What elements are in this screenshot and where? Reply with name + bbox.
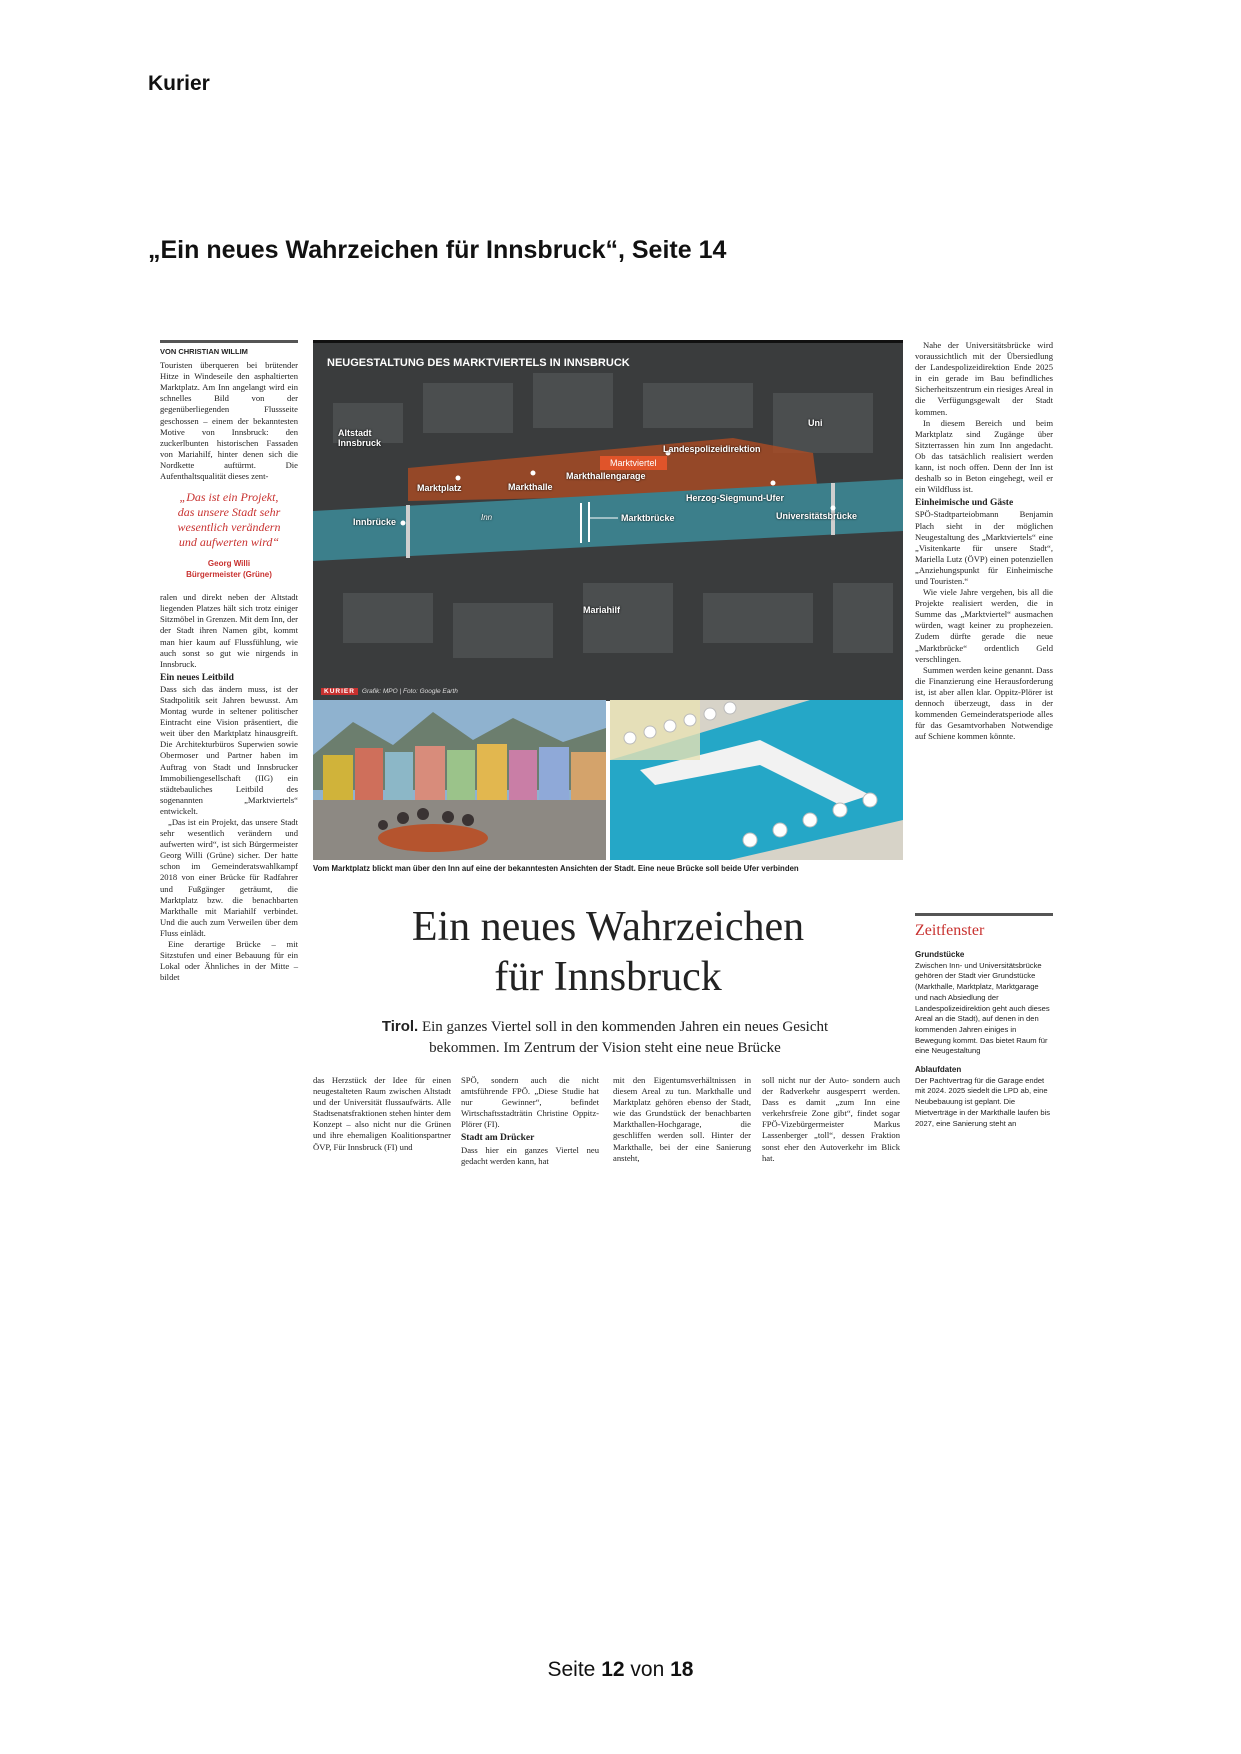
map-label-universitaetsbruecke: Universitätsbrücke — [776, 511, 858, 521]
bottom-column-4 — [762, 1075, 900, 1164]
headline — [313, 902, 903, 1002]
subheading-leitbild: Ein neues Leitbild — [160, 672, 234, 683]
bottom-column-1 — [313, 1075, 451, 1153]
paragraph-verkehr: soll nicht nur der Auto- sondern auch der Radverkehr ausgesperrt werden. Dass es damit „zum Inn eine verkehrsfreie Zone gibt“, findet sogar FPÖ-Vizebürgermeister Markus Lassenberger „toll“, dessen Fraktion sonst eher den Autoverkehr im Blick hat. — [762, 1075, 900, 1163]
map-credit-brand: KURIER — [321, 688, 358, 695]
lead-kicker: Tirol. — [381, 1018, 419, 1035]
map-graphic — [313, 340, 903, 701]
footer-total-pages: 18 — [670, 1658, 694, 1681]
subheading-einheimische: Einheimische und Gäste — [915, 498, 1014, 509]
paragraph-viertel: Dass hier ein ganzes Viertel neu gedacht werden kann, hat — [461, 1144, 599, 1166]
paragraph-marktplatz: ralen und direkt neben der Altstadt liegenden Platzes hält sich trotz einiger Sitzmöbel in Grenzen. Mit dem Inn, der der Stadt ihren Namen gibt, kommt man hier kaum auf Flussfühlung, wie auch sonst so gut wie nirgends in Innsbruck. — [160, 592, 298, 669]
paragraph-sitzterrassen: In diesem Bereich und beim Marktplatz sind Zugänge über Sitzterrassen hin zum Inn angedacht. Ob das tatsächlich realisiert werden kann, ist noch offen. Denn der Inn ist deshalb so in Beton eingehegt, weil er ein Wildfluss ist. — [915, 417, 1053, 495]
left-column — [160, 340, 298, 983]
photo-caption: Vom Marktplatz blickt man über den Inn auf eine der bekanntesten Ansichten der Stadt. Eine neue Brücke soll beide Ufer verbinden — [313, 864, 799, 873]
paragraph-finanzierung: Summen werden keine genannt. Dass die Finanzierung eine Herausforderung ist, ist aber allen klar. Oppitz-Plörer ist dennoch überzeugt, dass in der kommenden Gemeinderatsperiode alles für das Gesamtvorhaben Notwendige auf Schiene kommen könnte. — [915, 664, 1053, 742]
map-label-marktbruecke: Marktbrücke — [621, 513, 675, 523]
right-column — [915, 340, 1053, 742]
page-footer — [0, 1658, 1241, 1682]
footer-prefix: Seite — [547, 1658, 596, 1681]
map-label-marktviertel: Marktviertel — [600, 456, 667, 470]
map-label-markthallengarage: Markthallengarage — [566, 471, 646, 481]
zeitfenster-rule — [915, 913, 1053, 916]
paragraph-projekt: „Das ist ein Projekt, das unsere Stadt sehr wesentlich verändern und aufwerten wird“, ist sich Bürgermeister Georg Willi (Grüne) sicher. Der hatte schon im Gemeinderatswahlkampf 2018 von einer Brücke für Radfahrer und Fußgänger geträumt, die Marktplatz bzw. die benachbarten Markthalle mit Mariahilf verbindet. Und die auch zum Verweilen über dem Fluss einlädt. — [160, 817, 298, 938]
map-label-herzog-siegmund-ufer: Herzog-Siegmund-Ufer — [686, 493, 785, 503]
quote-attribution — [160, 558, 298, 580]
zeitfenster-heading-ablaufdaten: Ablaufdaten — [915, 1065, 962, 1075]
map-label-innbruecke: Innbrücke — [353, 517, 397, 527]
intro-paragraph: Touristen überqueren bei brütender Hitze in Windeseile den asphaltierten Marktplatz. Am Inn angelangt wird ein schnelles Bild von der gegenüberliegenden Flussseite geschossen – einem der bekanntesten Motive von Innsbruck: den zuckerlbunten historischen Fassaden von Mariahilf, hinter denen sich die Nordkette auftürmt. Die Aufenthaltsqualität dieses zent- — [160, 360, 298, 482]
paragraph-jahre: Wie viele Jahre vergehen, bis all die Projekte realisiert werden, die in Summe das „Marktviertel“ ausmachen würden, wagt keiner zu prophezeien. Zudem dürfte gerade die neue „Marktbrücke“ ordentlich Geld verschlingen. — [915, 587, 1053, 664]
paragraph-visitenkarte: SPÖ-Stadtparteiobmann Benjamin Plach sieht in der möglichen Neugestaltung des „Marktviertels“ eine „Visitenkarte für unsere Stadt“, Mariella Lutz (ÖVP) einen potenziellen „Anziehungspunkt für Einheimische und Touristen.“ — [915, 509, 1053, 586]
paragraph-bruecke: Eine derartige Brücke – mit Sitzstufen und einer Bebauung für ein Lokal oder Ähnliches in der Mitte – bildet — [160, 939, 298, 983]
newspaper-clipping — [160, 340, 1053, 1192]
quote-role: Bürgermeister (Grüne) — [186, 570, 272, 580]
map-label-marktplatz: Marktplatz — [417, 483, 462, 493]
photo-innsbruck-facades — [313, 700, 606, 860]
bottom-column-2 — [461, 1075, 599, 1167]
map-label-inn: Inn — [481, 513, 493, 522]
source-label: Kurier — [148, 72, 210, 95]
lead-text: Ein ganzes Viertel soll in den kommenden Jahren ein neues Gesicht bekommen. Im Zentrum der Vision steht eine neue Brücke — [421, 1019, 829, 1056]
map-credit-text: Grafik: MPO | Foto: Google Earth — [361, 688, 458, 695]
footer-current-page: 12 — [601, 1658, 625, 1681]
quote-author: Georg Willi — [207, 559, 251, 569]
lead — [345, 1016, 865, 1059]
photos — [313, 700, 903, 860]
map-label-altstadt: Altstadt Innsbruck — [338, 428, 382, 448]
map-label-markthalle: Markthalle — [508, 482, 553, 492]
footer-middle: von — [630, 1658, 665, 1681]
zeitfenster-box — [915, 946, 1053, 1129]
map-label-uni: Uni — [808, 418, 823, 428]
aerial-map — [313, 343, 903, 701]
subheading-druecker: Stadt am Drücker — [461, 1133, 535, 1144]
zeitfenster-text-grundstuecke: Zwischen Inn- und Universitätsbrücke gehören der Stadt vier Grundstücke (Markthalle, Marktplatz, Marktgarage und nach Absiedlung der Landespolizeidirektion geht auch dieses Areal an die Stadt), auf denen in den kommenden Jahren einiges in Bewegung kommt. Das bietet Raum für eine Neugestaltung — [915, 960, 1050, 1056]
paragraph-herzstueck: das Herzstück der Idee für einen neugestalteten Raum zwischen Altstadt und der Universität flussaufwärts. Alle Stadtsenatsfraktionen stehen hinter dem Konzept – also nicht nur die Grünen und ihre ehemaligen Koalitionspartner ÖVP, Für Innsbruck (FI) und — [313, 1075, 451, 1152]
paragraph-spoe: SPÖ, sondern auch die nicht amtsführende FPÖ. „Diese Studie hat nur Gewinner“, befindet Wirtschaftsstadträtin Christine Oppitz-Plörer (FI). — [461, 1075, 599, 1130]
photo-row — [313, 700, 903, 860]
paragraph-leitbild: Dass sich das ändern muss, ist der Stadtpolitik seit Jahren bewusst. Am Montag wurde in seltener politischer Eintracht eine Vision präsentiert, die weit über den Marktplatz hinausgreift. Die Architekturbüros Superwien sowie Obermoser und Partner haben im Auftrag von Stadt und Innsbrucker Immobiliengesellschaft (IIG) ein städtebauliches Leitbild des sogenannten „Marktviertels“ entwickelt. — [160, 683, 298, 816]
headline-line-1: Ein neues Wahrzeichen — [411, 904, 805, 950]
zeitfenster-title: Zeitfenster — [915, 922, 985, 939]
map-label-landespolizei: Landespolizeidirektion — [663, 444, 761, 454]
paragraph-eigentum: mit den Eigentumsverhältnissen in diesem Areal zu tun. Markthalle und Marktplatz gehören ebenso der Stadt, wie das Grundstück der benachbarten Markthallen-Hochgarage, die geschliffen werden soll. Hinter der Markthalle, bei der eine Sanierung ansteht, — [613, 1075, 751, 1163]
byline: VON CHRISTIAN WILLIM — [160, 340, 298, 357]
map-credit — [321, 688, 458, 695]
pull-quote: „Das ist ein Projekt, das unsere Stadt sehr wesentlich verändern und aufwerten wird“ — [177, 490, 281, 550]
map-title: NEUGESTALTUNG DES MARKTVIERTELS IN INNSBRUCK — [327, 357, 630, 369]
bottom-column-3 — [613, 1075, 751, 1164]
map-label-mariahilf: Mariahilf — [583, 605, 621, 615]
headline-line-2: für Innsbruck — [494, 954, 722, 1000]
zeitfenster-text-ablaufdaten: Der Pachtvertrag für die Garage endet mit 2024. 2025 siedelt die LPD ab, eine Neubebauung ist geplant. Die Mietverträge in der Markthalle laufen bis 2027, eine Sanierung steht an — [915, 1075, 1051, 1128]
document-title: „Ein neues Wahrzeichen für Innsbruck“, Seite 14 — [148, 236, 727, 264]
photo-bridge-rendering — [610, 700, 903, 860]
zeitfenster-heading-grundstuecke: Grundstücke — [915, 950, 965, 959]
paragraph-unibruecke: Nahe der Universitätsbrücke wird voraussichtlich mit der Übersiedlung der Landespolizeidirektion Ende 2025 in ein gerade im Bau befindliches Sicherheitszentrum ein riesiges Areal in die Verfügungsgewalt der Stadt kommen. — [915, 340, 1053, 417]
